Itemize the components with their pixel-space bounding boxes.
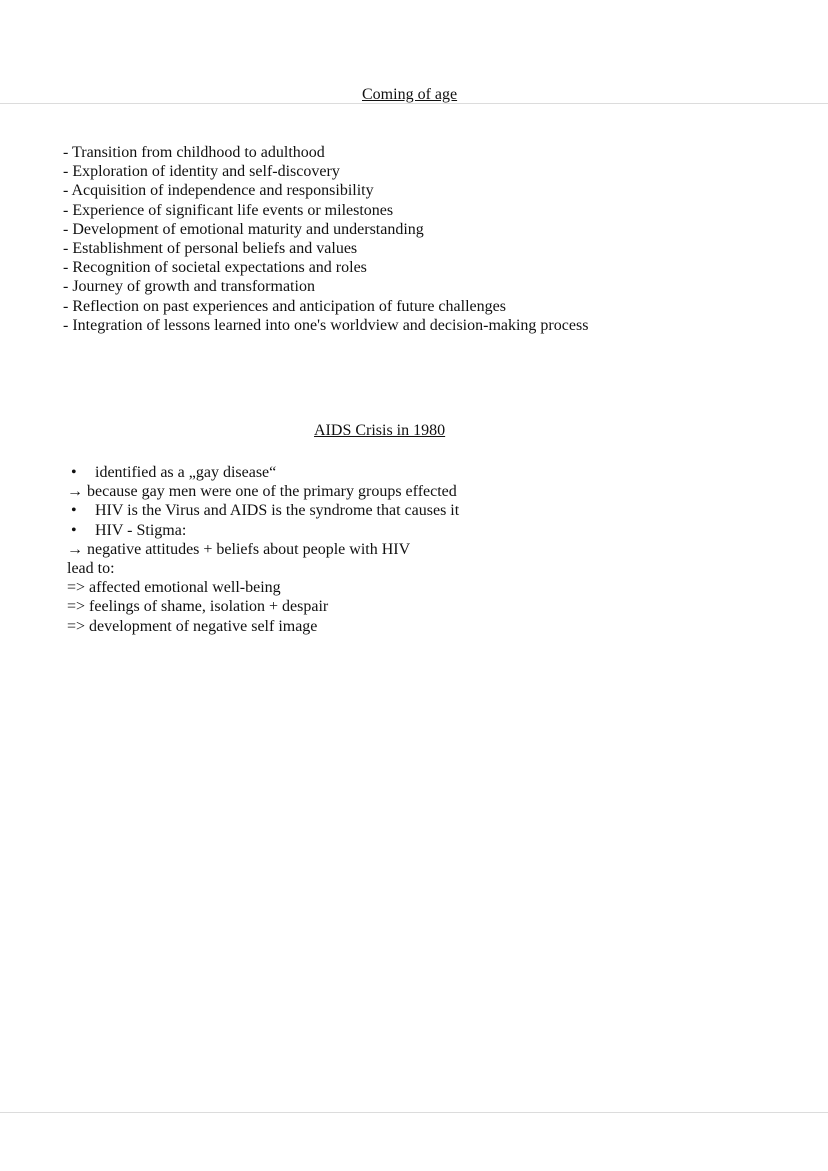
list-item: - Integration of lessons learned into one's worldview and decision-making process (63, 316, 589, 334)
note-line: => feelings of shame, isolation + despair (67, 598, 329, 616)
list-item: - Journey of growth and transformation (63, 278, 315, 296)
note-line: → because gay men were one of the primary groups effected (67, 483, 457, 501)
bullet-icon: • (71, 502, 77, 520)
list-item: - Reflection on past experiences and anticipation of future challenges (63, 297, 506, 315)
list-item: - Exploration of identity and self-discovery (63, 163, 340, 181)
note-line: lead to: (67, 559, 115, 577)
list-item: - Recognition of societal expectations and roles (63, 259, 367, 277)
note-line: => development of negative self image (67, 617, 318, 635)
bullet-icon: • (71, 464, 77, 481)
aids-crisis-notes (67, 463, 459, 636)
list-item: - Acquisition of independence and responsibility (63, 182, 374, 200)
list-item: - Experience of significant life events or milestones (63, 201, 394, 219)
bullet-item: • identified as a „gay disease“ (67, 463, 459, 482)
list-item: - Establishment of personal beliefs and values (63, 239, 358, 257)
section-title-coming-of-age: Coming of age (362, 86, 458, 103)
coming-of-age-list (63, 143, 588, 335)
bullet-icon: • (71, 521, 77, 539)
bullet-item: • HIV is the Virus and AIDS is the syndrome that causes it (67, 501, 459, 520)
page-bottom-divider (0, 1112, 828, 1113)
note-line: → negative attitudes + beliefs about people with HIV (67, 540, 411, 558)
section-title-aids-crisis: AIDS Crisis in 1980 (314, 422, 446, 439)
list-item: - Development of emotional maturity and understanding (63, 220, 424, 238)
list-item: - Transition from childhood to adulthood (63, 144, 325, 161)
bullet-item: • HIV - Stigma: (67, 521, 459, 540)
note-line: => affected emotional well-being (67, 579, 281, 597)
